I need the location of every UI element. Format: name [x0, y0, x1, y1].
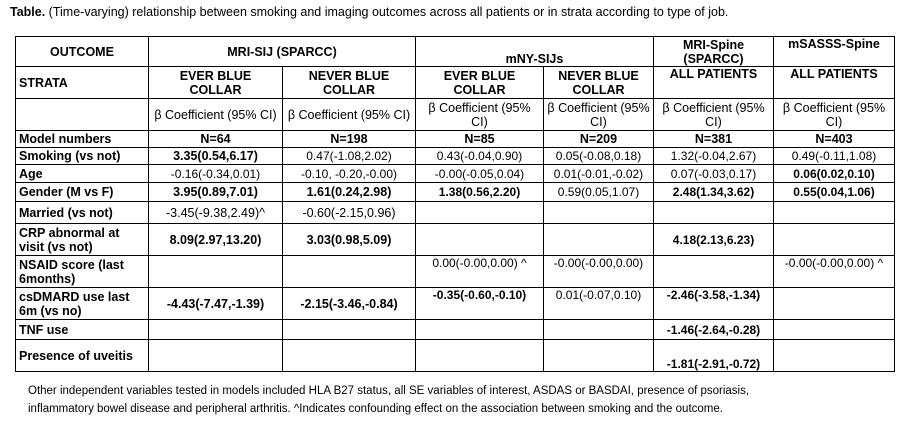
cell: 0.06(0.02,0.10) — [774, 165, 895, 183]
cell — [283, 340, 416, 372]
results-table — [15, 36, 895, 372]
table-row-crp — [16, 224, 895, 256]
cell: -0.00(-0.00,0.00) — [544, 256, 654, 288]
table-row-married — [16, 202, 895, 224]
table-row-age — [16, 165, 895, 183]
cell — [416, 340, 544, 372]
outcome-mny-sij: mNY-SIJs — [416, 37, 654, 67]
cell: 0.05(-0.08,0.18) — [544, 148, 654, 165]
cell — [149, 320, 283, 340]
footnote-line: Other independent variables tested in models included HLA B27 status, all SE variables of interest, ASDAS or BASDAI, presence of psoriasis, — [28, 385, 750, 397]
cell — [149, 340, 283, 372]
coef-c3: β Coefficient (95% CI) — [416, 99, 544, 131]
caption-label: Table. — [10, 5, 46, 19]
cell: N=64 — [149, 131, 283, 148]
cell: 0.00(-0.00,0.00) ^ — [416, 256, 544, 288]
row-label: NSAID score (last 6months) — [16, 256, 149, 288]
row-label: csDMARD use last 6m (vs no) — [16, 288, 149, 320]
cell: N=85 — [416, 131, 544, 148]
cell: -1.46(-2.64,-0.28) — [654, 320, 774, 340]
outcome-mri-spine: MRI-Spine (SPARCC) — [654, 37, 774, 67]
row-label: Presence of uveitis — [16, 340, 149, 372]
cell: N=381 — [654, 131, 774, 148]
cell: 0.47(-1.08,2.02) — [283, 148, 416, 165]
table-caption — [10, 5, 728, 19]
row-label: Age — [16, 165, 149, 183]
cell: N=403 — [774, 131, 895, 148]
row-label: TNF use — [16, 320, 149, 340]
cell: 4.18(2.13,6.23) — [654, 224, 774, 256]
footnote-line: inflammatory bowel disease and peripheral arthritis. ^Indicates confounding effect on the association between smoking and the outcome. — [28, 403, 723, 415]
outcome-msasss-spine: mSASSS-Spine — [774, 37, 895, 67]
strata-c1: EVER BLUE COLLAR — [149, 67, 283, 99]
cell: 1.61(0.24,2.98) — [283, 183, 416, 202]
cell: -2.15(-3.46,-0.84) — [283, 288, 416, 320]
outcome-mri-sij: MRI-SIJ (SPARCC) — [149, 37, 416, 67]
row-label: Model numbers — [16, 131, 149, 148]
caption-text: (Time-varying) relationship between smoking and imaging outcomes across all patients or in strata according to type of job. — [45, 5, 729, 19]
cell: -2.46(-3.58,-1.34) — [654, 288, 774, 320]
cell: 0.49(-0.11,1.08) — [774, 148, 895, 165]
coefficient-header-row — [16, 99, 895, 131]
table-row-tnf — [16, 320, 895, 340]
cell — [416, 224, 544, 256]
cell — [544, 340, 654, 372]
table-row-nsaid — [16, 256, 895, 288]
strata-header-row — [16, 67, 895, 99]
coef-c1: β Coefficient (95% CI) — [149, 99, 283, 131]
coefficient-label-blank — [16, 99, 149, 131]
table-row-uveitis — [16, 340, 895, 372]
cell — [774, 288, 895, 320]
table-row-gender — [16, 183, 895, 202]
strata-label: STRATA — [16, 67, 149, 99]
cell: 0.59(0.05,1.07) — [544, 183, 654, 202]
cell — [149, 256, 283, 288]
cell: -0.16(-0.34,0.01) — [149, 165, 283, 183]
cell — [544, 224, 654, 256]
cell: -0.10, -0.20,-0.00) — [283, 165, 416, 183]
strata-c6: ALL PATIENTS — [774, 67, 895, 99]
row-label: Smoking (vs not) — [16, 148, 149, 165]
coef-c6: β Coefficient (95% CI) — [774, 99, 895, 131]
outcome-label: OUTCOME — [16, 37, 149, 67]
cell: -1.81(-2.91,-0.72) — [654, 340, 774, 372]
coef-c2: β Coefficient (95% CI) — [283, 99, 416, 131]
strata-c2: NEVER BLUE COLLAR — [283, 67, 416, 99]
cell: 0.55(0.04,1.06) — [774, 183, 895, 202]
cell: 0.07(-0.03,0.17) — [654, 165, 774, 183]
cell: 1.38(0.56,2.20) — [416, 183, 544, 202]
outcome-header-row — [16, 37, 895, 67]
coef-c4: β Coefficient (95% CI) — [544, 99, 654, 131]
cell — [544, 320, 654, 340]
cell: N=209 — [544, 131, 654, 148]
cell — [774, 202, 895, 224]
cell: 0.01(-0.01,-0.02) — [544, 165, 654, 183]
cell: 3.95(0.89,7.01) — [149, 183, 283, 202]
cell: 3.03(0.98,5.09) — [283, 224, 416, 256]
cell — [544, 202, 654, 224]
cell — [774, 340, 895, 372]
cell: N=198 — [283, 131, 416, 148]
cell — [283, 256, 416, 288]
cell — [416, 320, 544, 340]
cell: 1.32(-0.04,2.67) — [654, 148, 774, 165]
cell — [654, 256, 774, 288]
strata-c4: NEVER BLUE COLLAR — [544, 67, 654, 99]
table-row-csdmard — [16, 288, 895, 320]
cell: -3.45(-9.38,2.49)^ — [149, 202, 283, 224]
cell: -0.00(-0.05,0.04) — [416, 165, 544, 183]
cell: -0.60(-2.15,0.96) — [283, 202, 416, 224]
strata-c3: EVER BLUE COLLAR — [416, 67, 544, 99]
cell — [774, 224, 895, 256]
table-row-smoking — [16, 148, 895, 165]
cell — [416, 202, 544, 224]
row-label: CRP abnormal at visit (vs not) — [16, 224, 149, 256]
coef-c5: β Coefficient (95% CI) — [654, 99, 774, 131]
row-label: Married (vs not) — [16, 202, 149, 224]
cell — [654, 202, 774, 224]
table-row-model-numbers — [16, 131, 895, 148]
cell — [283, 320, 416, 340]
row-label: Gender (M vs F) — [16, 183, 149, 202]
cell: 0.43(-0.04,0.90) — [416, 148, 544, 165]
table-footnote — [28, 382, 888, 418]
cell: -4.43(-7.47,-1.39) — [149, 288, 283, 320]
cell — [774, 320, 895, 340]
cell: -0.35(-0.60,-0.10) — [416, 288, 544, 320]
strata-c5: ALL PATIENTS — [654, 67, 774, 99]
cell: 0.01(-0.07,0.10) — [544, 288, 654, 320]
cell: 2.48(1.34,3.62) — [654, 183, 774, 202]
cell: -0.00(-0.00,0.00) ^ — [774, 256, 895, 288]
cell: 3.35(0.54,6.17) — [149, 148, 283, 165]
cell: 8.09(2.97,13.20) — [149, 224, 283, 256]
